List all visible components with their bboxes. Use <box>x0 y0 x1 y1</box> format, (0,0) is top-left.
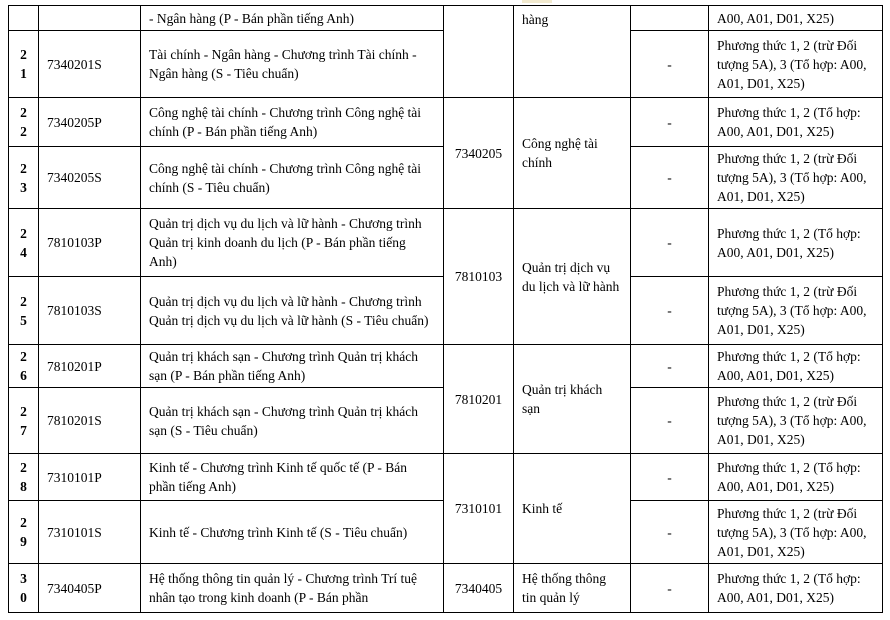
dash-cell: - <box>631 454 709 501</box>
table-row <box>9 98 883 147</box>
program-code-cell: 7340201S <box>39 31 141 98</box>
dash-cell: - <box>631 209 709 277</box>
row-number-cell: 22 <box>9 98 39 147</box>
dash-cell <box>631 6 709 31</box>
group-name-cell: hàng <box>514 6 631 98</box>
program-code-cell: 7340205P <box>39 98 141 147</box>
method-cell: Phương thức 1, 2 (Tổ hợp: A00, A01, D01, X25) <box>709 345 883 388</box>
table-row <box>9 345 883 388</box>
program-code-cell: 7310101S <box>39 501 141 564</box>
admissions-table <box>8 5 883 613</box>
dash-cell: - <box>631 564 709 613</box>
method-cell: Phương thức 1, 2 (Tổ hợp: A00, A01, D01, X25) <box>709 98 883 147</box>
group-code-cell: 7810201 <box>444 345 514 454</box>
program-name-cell: Kinh tế - Chương trình Kinh tế (S - Tiêu chuẩn) <box>141 501 444 564</box>
group-code-cell: 7810103 <box>444 209 514 345</box>
highlight-smudge <box>522 0 552 3</box>
program-name-cell: Kinh tế - Chương trình Kinh tế quốc tế (P - Bán phần tiếng Anh) <box>141 454 444 501</box>
dash-cell: - <box>631 388 709 454</box>
dash-cell: - <box>631 31 709 98</box>
group-name-cell: Quản trị khách sạn <box>514 345 631 454</box>
dash-cell: - <box>631 345 709 388</box>
method-cell: Phương thức 1, 2 (trừ Đối tượng 5A), 3 (Tổ hợp: A00, A01, D01, X25) <box>709 277 883 345</box>
group-code-cell: 7310101 <box>444 454 514 564</box>
method-cell: Phương thức 1, 2 (Tổ hợp: A00, A01, D01, X25) <box>709 209 883 277</box>
table-row <box>9 209 883 277</box>
row-number-cell: 29 <box>9 501 39 564</box>
dash-cell: - <box>631 147 709 209</box>
method-cell: Phương thức 1, 2 (trừ Đối tượng 5A), 3 (Tổ hợp: A00, A01, D01, X25) <box>709 147 883 209</box>
method-cell: Phương thức 1, 2 (trừ Đối tượng 5A), 3 (Tổ hợp: A00, A01, D01, X25) <box>709 501 883 564</box>
method-cell: Phương thức 1, 2 (trừ Đối tượng 5A), 3 (Tổ hợp: A00, A01, D01, X25) <box>709 31 883 98</box>
dash-cell: - <box>631 98 709 147</box>
program-name-cell: Quản trị khách sạn - Chương trình Quản trị khách sạn (P - Bán phần tiếng Anh) <box>141 345 444 388</box>
program-name-cell: Quản trị dịch vụ du lịch và lữ hành - Chương trình Quản trị kinh doanh du lịch (P - Bán phần tiếng Anh) <box>141 209 444 277</box>
method-cell: Phương thức 1, 2 (Tổ hợp: A00, A01, D01, X25) <box>709 454 883 501</box>
program-name-cell: Tài chính - Ngân hàng - Chương trình Tài chính - Ngân hàng (S - Tiêu chuẩn) <box>141 31 444 98</box>
program-name-cell: Hệ thống thông tin quản lý - Chương trình Trí tuệ nhân tạo trong kinh doanh (P - Bán phần <box>141 564 444 613</box>
dash-cell: - <box>631 501 709 564</box>
program-code-cell <box>39 6 141 31</box>
group-name-cell: Quản trị dịch vụ du lịch và lữ hành <box>514 209 631 345</box>
program-code-cell: 7810201P <box>39 345 141 388</box>
group-code-cell: 7340205 <box>444 98 514 209</box>
group-name-cell: Công nghệ tài chính <box>514 98 631 209</box>
table-row <box>9 564 883 613</box>
program-name-cell: Công nghệ tài chính - Chương trình Công nghệ tài chính (P - Bán phần tiếng Anh) <box>141 98 444 147</box>
row-number-cell: 21 <box>9 31 39 98</box>
method-cell: Phương thức 1, 2 (Tổ hợp: A00, A01, D01, X25) <box>709 564 883 613</box>
program-name-cell: - Ngân hàng (P - Bán phần tiếng Anh) <box>141 6 444 31</box>
program-code-cell: 7810103P <box>39 209 141 277</box>
table-row <box>9 454 883 501</box>
program-code-cell: 7810103S <box>39 277 141 345</box>
program-name-cell: Công nghệ tài chính - Chương trình Công nghệ tài chính (S - Tiêu chuẩn) <box>141 147 444 209</box>
program-code-cell: 7340405P <box>39 564 141 613</box>
program-name-cell: Quản trị khách sạn - Chương trình Quản trị khách sạn (S - Tiêu chuẩn) <box>141 388 444 454</box>
row-number-cell: 28 <box>9 454 39 501</box>
row-number-cell: 25 <box>9 277 39 345</box>
row-number-cell <box>9 6 39 31</box>
table-row <box>9 6 883 31</box>
group-code-cell <box>444 6 514 98</box>
program-code-cell: 7340205S <box>39 147 141 209</box>
method-cell: A00, A01, D01, X25) <box>709 6 883 31</box>
group-name-cell: Hệ thống thông tin quản lý <box>514 564 631 613</box>
program-code-cell: 7310101P <box>39 454 141 501</box>
program-name-cell: Quản trị dịch vụ du lịch và lữ hành - Chương trình Quản trị dịch vụ du lịch và lữ hành (S - Tiêu chuẩn) <box>141 277 444 345</box>
row-number-cell: 26 <box>9 345 39 388</box>
row-number-cell: 24 <box>9 209 39 277</box>
group-code-cell: 7340405 <box>444 564 514 613</box>
method-cell: Phương thức 1, 2 (trừ Đối tượng 5A), 3 (Tổ hợp: A00, A01, D01, X25) <box>709 388 883 454</box>
group-name-cell: Kinh tế <box>514 454 631 564</box>
program-code-cell: 7810201S <box>39 388 141 454</box>
dash-cell: - <box>631 277 709 345</box>
row-number-cell: 23 <box>9 147 39 209</box>
row-number-cell: 27 <box>9 388 39 454</box>
row-number-cell: 30 <box>9 564 39 613</box>
